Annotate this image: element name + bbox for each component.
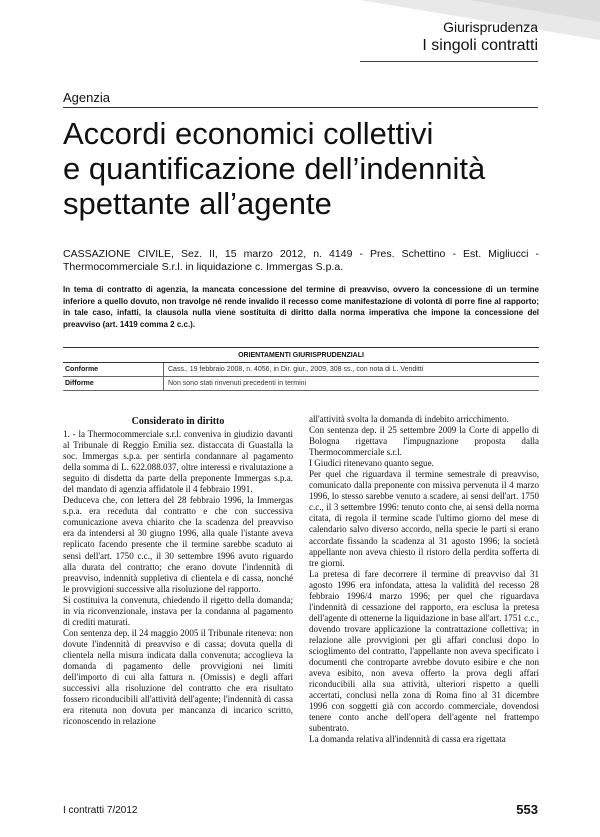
- orientamenti-row: [63, 377, 539, 391]
- orientamenti-label: Difforme: [63, 377, 164, 390]
- case-citation: CASSAZIONE CIVILE, Sez. II, 15 marzo 2012, n. 4149 - Pres. Schettino - Est. Migliucci - Thermocommerciale S.r.l. in liquidazione c. Immergas S.p.a.: [63, 248, 539, 273]
- body-column-right: [309, 414, 539, 745]
- orientamenti-heading: ORIENTAMENTI GIURISPRUDENZIALI: [63, 347, 539, 363]
- body-paragraph: all'attività svolta la domanda di indebito arricchimento.: [309, 414, 509, 424]
- body-column-left: [63, 416, 293, 727]
- orientamenti-table: [63, 347, 539, 391]
- body-paragraph: 1. - la Thermocommerciale s.r.l. conveniva in giudizio davanti al Tribunale di Reggio Emilia sez. distaccata di Guastalla la soc. Immergas s.p.a. per sentirla condannare al pagamento della somma di L. 622.088.037, oltre interessi e rivalutazione a seguito di disdetta da parte della preponente Immergas s.p.a. del mandato di agenzia affidatole il 4 febbraio 1991.: [63, 429, 293, 495]
- article-title: [63, 116, 543, 221]
- orientamenti-value: Non sono stati rinvenuti precedenti in termini: [168, 380, 307, 387]
- header-rubric: Giurisprudenza: [443, 19, 538, 35]
- section-label: Agenzia: [63, 90, 110, 105]
- header-subrubric: I singoli contratti: [422, 37, 538, 54]
- body-paragraph: I Giudici ritenevano quanto segue.: [309, 458, 434, 469]
- journal-issue: I contratti 7/2012: [63, 805, 138, 816]
- running-header: [422, 18, 538, 56]
- orientamenti-row: [63, 363, 539, 377]
- header-divider: [360, 61, 538, 62]
- title-line: spettante all’agente: [63, 186, 332, 221]
- body-paragraph: Si costituiva la convenuta, chiedendo il rigetto della domanda; in via riconvenzionale, instava per la condanna al pagamento di crediti maturati.: [63, 594, 293, 627]
- page-number: 553: [516, 802, 538, 817]
- title-line: e quantificazione dell’indennità: [63, 151, 486, 186]
- body-paragraph: Per quel che riguardava il termine semestrale di preavviso, comunicato dalla preponente con missiva pervenuta il 4 marzo 1996, lo stesso sarebbe venuto a scadere, ai sensi dell'art. 1750 c.c., il 3 settembre 1996: tenuto conto che, ai sensi della norma citata, di regola il termine scade l'ultimo giorno del mese di calendario salvo diverso accordo, nella specie le parti si erano accordate fissando la scadenza al 31 agosto 1996; la società appellante non aveva chiesto il ristoro della perdita sofferta di tre giorni.: [309, 469, 539, 568]
- title-line: Accordi economici collettivi: [63, 116, 434, 151]
- body-paragraph: Deduceva che, con lettera del 28 febbraio 1996, la Immergas s.p.a. era receduta dal contratto e che con successiva comunicazione aveva chiarito che la scadenza del preavviso era da intendersi al 30 giugno 1996, alla quale l'istante aveva replicato facendo presente che il termine sarebbe scaduto ai sensi dell'art. 1750 c.c., il 30 settembre 1996 avuto riguardo alla durata del contratto; che erano dovute l'indennità di preavviso, indennità suppletiva di clientela e di cassa, nonché le provvigioni successive alla risoluzione del rapporto.: [63, 495, 293, 594]
- body-paragraph: La pretesa di fare decorrere il termine di preavviso dal 31 agosto 1996 era infondata, attesa la validità del recesso 28 febbraio 1996/4 marzo 1996; per quel che riguardava l'indennità di cessazione del rapporto, era esclusa la pretesa dell'agente di ottenerne la liquidazione in base all'art. 1751 c.c., dovendo trovare applicazione la contrattazione collettiva; in relazione alle provvigioni per gli affari conclusi dopo lo scioglimento del contratto, l'appellante non aveva specificato i documenti che controparte avrebbe dovuto esibire e che non aveva esibito, non aveva offerto la prova degli affari riconducibili alla sua attività, ulteriori rispetto a quelli accertati, conclusi nella zona di Roma fino al 31 dicembre 1996 con soggetti già con accordo commerciale, dovendosi tenere conto anche dell'opera dell'agente nel frattempo subentrato.: [309, 568, 539, 734]
- body-paragraph: Con sentenza dep. il 25 settembre 2009 la Corte di appello di Bologna rigettava l'impugnazione proposta dalla Thermocommerciale s.r.l.: [309, 425, 539, 458]
- orientamenti-label: Conforme: [63, 363, 164, 376]
- body-heading: Considerato in diritto: [131, 416, 225, 427]
- section-divider: [63, 107, 538, 108]
- body-paragraph: Con sentenza dep. il 24 maggio 2005 il Tribunale riteneva: non dovute l'indennità di preavviso e di cassa; dovuta quella di clientela nella misura indicata dalla convenuta; accoglieva la domanda di pagamento delle provvigioni nei limiti dell'importo di cui alla fattura n. (Omissis) e degli affari successivi alla risoluzione del contratto che era risultato fossero riconducibili all'attività dell'agente; l'indennità di cassa era ritenuta non dovuta per mancanza di incarico scritto, riconoscendo in relazione: [63, 627, 293, 727]
- orientamenti-value: Cass., 19 febbraio 2008, n. 4056, in Dir. giur., 2009, 308 ss., con nota di L. Venditti: [168, 366, 424, 373]
- body-paragraph: La domanda relativa all'indennità di cassa era rigettata: [309, 734, 506, 745]
- case-summary: In tema di contratto di agenzia, la mancata concessione del termine di preavviso, ovvero la concessione di un termine inferiore a quello dovuto, non travolge né rende invalido il recesso come manifestazione di volontà di porre fine al rapporto; in tale caso, infatti, la clausola nulla viene sostituita di diritto dalla norma imperativa che impone la concessione del preavviso (art. 1419 comma 2 c.c.).: [63, 285, 539, 329]
